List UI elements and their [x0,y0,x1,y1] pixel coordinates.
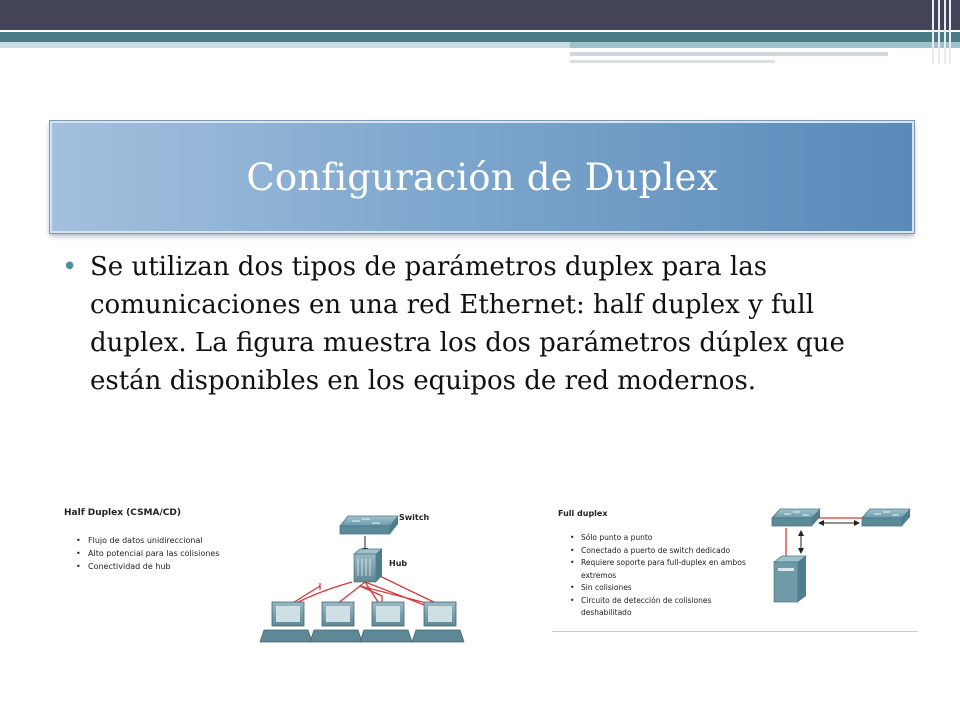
list-item: • Circuito de detección de colisiones deshabilitado [552,595,752,620]
header-stripe-light [0,42,570,48]
double-arrow-icon [798,530,804,554]
switch-icon [340,516,398,534]
list-item: • Conectividad de hub [60,562,219,575]
header-line [570,52,888,56]
header-stripe [0,32,960,42]
hub-label: Hub [389,559,408,568]
bullet-list [62,248,902,400]
full-duplex-figure [552,496,920,636]
full-duplex-heading: Full duplex [558,509,608,518]
list-item: • Conectado a puerto de switch dedicado [552,545,752,558]
slide-title: Configuración de Duplex [246,155,718,199]
title-banner [50,121,914,233]
half-duplex-diagram [60,496,500,656]
computer-icon [260,602,312,642]
half-duplex-heading: Half Duplex (CSMA/CD) [64,508,181,518]
half-duplex-figure [60,496,500,656]
list-item: • Sin colisiones [552,582,752,595]
computer-icon [310,602,362,642]
list-item: • Flujo de datos unidireccional [60,536,219,549]
double-arrow-icon [818,520,860,526]
header-line-short [570,60,775,63]
bullet-marker: • [62,252,78,282]
list-item: • Requiere soporte para full-duplex en ambos extremos [552,557,752,582]
computer-icon [412,602,464,642]
bullet-text: Se utilizan dos tipos de parámetros duplex para las comunicaciones en una red Ethernet: half duplex y full duplex. La figura muestra los dos parámetros dúplex que están disponibles en los equipos de red modernos. [90,252,845,396]
switch-icon [772,509,820,526]
switch-label: Switch [399,513,430,522]
top-bar [0,0,960,30]
full-duplex-diagram [552,496,920,630]
server-icon [774,556,806,602]
computer-icon [360,602,412,642]
full-duplex-clip [552,496,920,630]
figure-baseline [552,631,918,632]
header-stripe-light-right [570,42,960,48]
list-item: • Sólo punto a punto [552,532,752,545]
switch-icon [862,509,910,526]
list-item: • Alto potencial para las colisiones [60,549,219,562]
header-vertical-lines [932,0,952,64]
hub-icon [354,549,382,582]
